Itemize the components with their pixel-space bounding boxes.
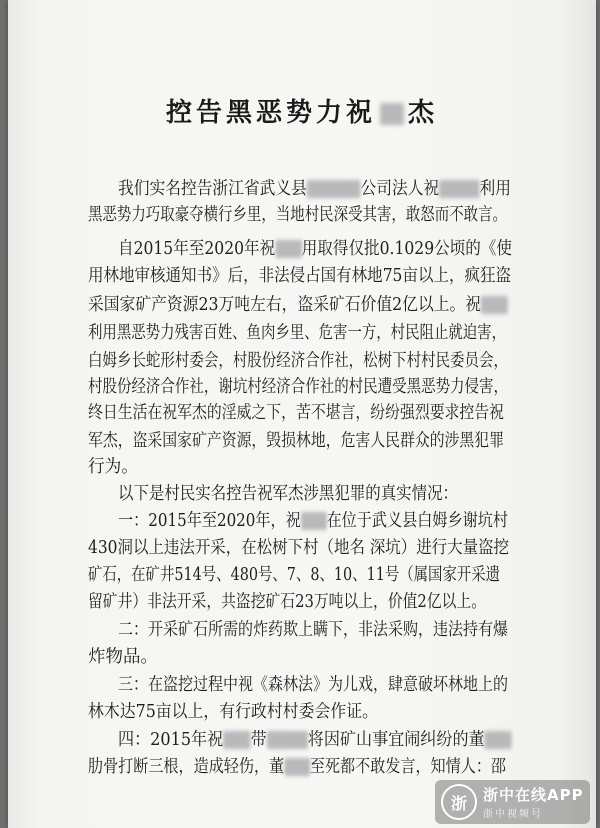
text-line: 肋骨打断三根，造成轻伤，董 至死都不敢发言，知情人：邵 (88, 757, 506, 777)
redacted-text (481, 296, 508, 314)
app-logo-icon: 浙 (441, 784, 477, 820)
text-line: 军杰，盗采国家矿产资源，毁损林地，危害人民群众的涉黑犯罪 (88, 431, 504, 451)
text-line: 430洞以上违法开采，在松树下村（地名 深坑）进行大量盗挖 (88, 538, 509, 558)
text-line: 二：开采矿石所需的炸药欺上瞒下，非法采购，违法持有爆 (118, 620, 508, 640)
text-line: 用林地审核通知书》后，非法侵占国有林地75亩以上，疯狂盗 (88, 266, 511, 286)
redacted-text (223, 731, 250, 749)
text-line: 矿石，在矿井514号、480号、7、8、10、11号（属国家开采遗 (88, 565, 500, 585)
redacted-text (301, 512, 327, 530)
text-line: 一：2015年至2020年，祝 在位于武义县白姆乡谢坑村 (118, 511, 508, 531)
redacted-text (275, 240, 302, 258)
text-line: 行为。 (88, 457, 138, 477)
redacted-text (267, 731, 308, 749)
text-line: 黑恶势力巧取豪夺横行乡里，当地村民深受其害，敢怒而不敢言。 (88, 205, 507, 225)
text-line: 采国家矿产资源23万吨左右，盗采矿石价值2亿以上。祝 (88, 293, 508, 317)
title-text-after: 杰 (408, 98, 439, 128)
document-title (8, 92, 596, 129)
title-text-before: 控告黑恶势力祝 (165, 98, 376, 128)
text-line: 炸物品。 (88, 647, 158, 667)
text-line: 三：在盗挖过程中视《森林法》为儿戏，肆意破坏林地上的 (118, 675, 508, 695)
redacted-text (307, 180, 361, 198)
redacted-text (439, 180, 479, 198)
redacted-name (380, 103, 404, 125)
text-line: 利用黑恶势力残害百姓、鱼肉乡里、危害一方，村民阻止就迫害， (88, 323, 506, 343)
watermark-sub: 浙中视频号 (483, 809, 543, 820)
text-line: 我们实名控告浙江省武义县 公司法人祝 利用 (118, 179, 511, 199)
text-line: 村股份经济合作社，谢坑村经济合作社的村民遭受黑恶势力侵害， (88, 377, 508, 397)
document-page (8, 0, 596, 828)
text-line: 终日生活在祝军杰的淫威之下，苦不堪言，纷纷强烈要求控告祝 (88, 403, 504, 423)
watermark-name: 浙中在线APP (483, 786, 584, 804)
text-line: 白姆乡长蛇形村委会，村股份经济合作社，松树下村村民委员会， (88, 351, 508, 371)
redacted-text (485, 731, 512, 749)
text-line: 四：2015年祝 带 将因矿山事宜闹纠纷的董 (118, 728, 512, 752)
watermark (435, 780, 590, 824)
text-line: 以下是村民实名控告祝军杰涉黑犯罪的真实情况： (118, 484, 458, 504)
text-line: 自2015年至2020年祝 用取得仅批0.1029公顷的《使 (118, 239, 512, 259)
redacted-text (284, 758, 310, 776)
text-line: 留矿井）非法开采，共盗挖矿石23万吨以上，价值2亿以上。 (88, 592, 486, 612)
text-line: 林木达75亩以上，有行政村村委会作证。 (88, 702, 378, 722)
